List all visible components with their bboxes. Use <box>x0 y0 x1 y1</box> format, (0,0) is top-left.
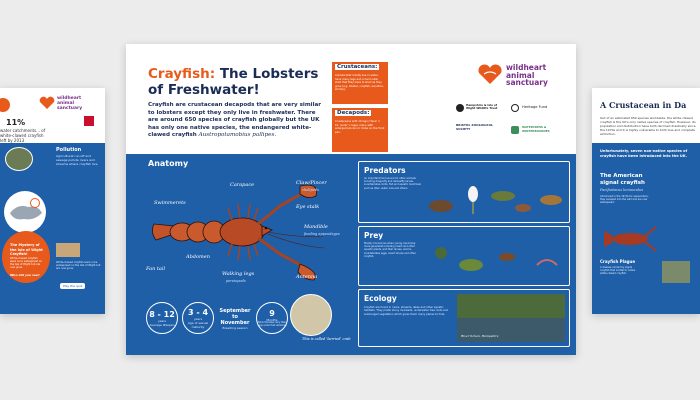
pollution-photo <box>5 147 33 171</box>
stat-lifespan-text: Average lifespan <box>149 322 175 327</box>
mystery-question: Who did you see? <box>10 273 40 277</box>
plague-photo <box>662 261 690 283</box>
label-mandible-sub: feeding appendages <box>304 232 340 236</box>
wildheart-logo <box>506 64 548 87</box>
plague-text: A disease carried by signal crayfish that is fatal to native white-clawed crayfish. <box>600 266 636 276</box>
american-title: The American signal crayfish <box>600 173 645 186</box>
predators-text: An important food source for other animals including dragonfly and damselfly larvae, invertebrates, birds, fish and aquatic mammals such as otter, water vole and others. <box>364 177 421 190</box>
decapods-box <box>332 108 388 152</box>
crayfish-photo <box>56 243 80 257</box>
title-lobsters: The Lobsters <box>219 66 319 82</box>
label-carapace: Carapace <box>230 182 255 188</box>
logo-line-2: animal <box>506 70 535 80</box>
prey-animals-icon <box>427 235 567 281</box>
crustaceans-text: Animals that mostly live in water, have many legs and a hard outer shell that they have to shed as they grow (e.g. lobster, crayfish, woodlice, shrimp). <box>335 74 384 92</box>
intro-latin: Austropotamobius pallipes. <box>198 132 277 138</box>
pollution-title: Pollution <box>56 147 82 153</box>
island-map-icon <box>4 191 46 233</box>
river-photo <box>457 294 565 342</box>
label-eyestalk: Eye stalk <box>296 204 320 210</box>
partner-heritage: Heritage Fund <box>522 105 548 109</box>
magnifier-icon <box>30 198 40 208</box>
river-water <box>457 318 565 342</box>
anatomy-title: Anatomy <box>148 159 189 168</box>
predator-animals-icon <box>427 172 567 218</box>
left-blue-section <box>0 143 105 314</box>
heritage-fund-logo-icon <box>511 104 519 112</box>
partner-wildlife-trust: Hampshire & Isle of Wight Wildlife Trust <box>466 103 498 111</box>
mystery-title: The Mystery of the Isle of Wight Crayfish! <box>10 243 43 256</box>
left-stat-text: water catchments... of white-clawed crayfish left by 2013 <box>0 128 46 143</box>
mystery-circle <box>2 231 50 283</box>
prey-text: Mostly omnivorous when young, becoming more generalist including insect and other aquatic plants, and their larvae, worms, invertebrates eggs, insect larvae and other crayfish. <box>364 242 416 258</box>
partner-logos <box>456 104 566 146</box>
wildheart-heart-icon <box>476 64 504 86</box>
prey-title: Prey <box>364 231 384 240</box>
quiz-button[interactable]: Play the quiz <box>60 283 85 289</box>
title-freshwater: of Freshwater! <box>148 82 260 98</box>
label-walking-legs: Walking legs <box>222 271 255 277</box>
watercress-logo-icon <box>511 126 519 134</box>
stat-maturity-unit: years <box>193 316 203 321</box>
stat-maturity-text: Age of sexual maturity <box>187 320 209 329</box>
label-fantail: Fan tail <box>146 266 166 272</box>
label-antenna: Antenna <box>296 274 318 280</box>
crustaceans-title: Crustaceans: <box>337 64 378 70</box>
left-crayfish-caption: White-clawed crayfish were once widespread on the Isle of Wight but are now gone. <box>56 261 101 270</box>
stat-breeding-text: Breeding season <box>222 326 248 330</box>
logo-line-3: sanctuary <box>506 78 548 87</box>
stat-lifespan-unit: years <box>157 318 167 323</box>
intro-p2: There are around 650 species of crayfish globally but the UK has only one native species, the endangered white-clawed crayfish <box>148 109 320 138</box>
stat-breeding-num: September to November <box>219 308 251 326</box>
left-stat: 11% <box>6 118 26 127</box>
partner-watercress: WATERCRESS & WINTERBOURNES <box>522 125 550 133</box>
label-swimmerets: Swimmerets <box>154 200 186 206</box>
right-unfortunately: Unfortunately, seven non-native species of crayfish have been introduced into the UK. <box>600 149 688 158</box>
stat-lifespan-num: 8 - 12 <box>149 309 175 319</box>
river-photo-caption: River Itchen, Hampshire <box>461 334 499 338</box>
predators-box <box>358 161 570 223</box>
heart-logo-icon <box>38 96 56 110</box>
berried-note: This is called 'berried' crab <box>302 337 351 341</box>
right-title: A Crustacean in Da <box>600 100 687 110</box>
prey-box <box>358 226 570 286</box>
wildlife-trust-logo-icon <box>456 104 464 112</box>
left-partner-logo <box>84 116 94 126</box>
predators-title: Predators <box>364 166 406 175</box>
right-panel <box>592 88 700 314</box>
partner-bristol: BRISTOL ZOOLOGICAL SOCIETY <box>456 123 494 131</box>
label-claw-sub: chelipeds <box>302 188 319 192</box>
decapods-title: Decapods: <box>337 110 370 116</box>
label-claw: Claw/Pincer <box>296 180 327 186</box>
isle-of-wight-map <box>4 191 46 233</box>
plague-title: Crayfish Plague <box>600 259 636 264</box>
stat-eggs-num: 9 <box>269 308 275 318</box>
right-blue-section <box>592 143 700 314</box>
right-intro: Out of an estimated 650 species worldwide, the white-clawed crayfish is the UK's only native species of crayfish. However, its population and distribution have both declined drastically since the 1970s and it is highly vulnerable to both loss and complete extinction. <box>600 116 696 136</box>
crustaceans-box <box>332 62 388 104</box>
main-title <box>148 66 318 98</box>
american-text: Introduced in the 1970s for aquaculture, they escaped into the wild and are now widespread. <box>600 195 649 205</box>
left-logo-text: wildheart animal sanctuary <box>57 96 83 111</box>
intro-text <box>148 102 324 140</box>
logo-line-1: wildheart <box>506 63 547 72</box>
main-panel <box>126 44 576 355</box>
stat-maturity <box>182 302 214 334</box>
crayfish-illustration <box>148 176 324 286</box>
signal-crayfish-icon <box>600 223 660 255</box>
label-walking-sub: pereiopods <box>226 279 246 283</box>
intro-p1: Crayfish are crustacean decapods that are very similar to lobsters except they only live in freshwater. <box>148 102 322 116</box>
stat-breeding <box>218 308 252 330</box>
stat-maturity-num: 3 - 4 <box>187 307 209 317</box>
stat-eggs-text: Period females carry their eggs under their abdomen <box>257 320 287 327</box>
title-crayfish: Crayfish: <box>148 66 216 82</box>
mystery-text: White-clawed crayfish were once widespread on the Isle of Wight but are now gone. <box>10 257 43 269</box>
stat-lifespan <box>146 302 178 334</box>
label-mandible: Mandible <box>304 224 328 230</box>
left-header <box>0 88 105 143</box>
left-panel <box>0 88 105 314</box>
label-abdomen: Abdomen <box>186 254 210 260</box>
left-logo-badge <box>0 98 10 112</box>
stat-eggs <box>256 302 288 334</box>
ecology-box <box>358 289 570 347</box>
berried-crayfish-photo <box>290 294 332 336</box>
pollution-text: Agricultural run-off and sewage pollute rivers and streams where crayfish live. <box>56 154 99 166</box>
american-latin: Pacifastacus leniusculus <box>600 188 644 192</box>
ecology-text: Crayfish are found in rivers, streams, lakes and other aquatic habitats. They prefer stony riverbeds, underwater tree roots and submerged vegetation which gives them many places to hide. <box>364 306 448 316</box>
stat-eggs-unit: Months <box>266 317 278 322</box>
main-blue-section <box>126 154 576 355</box>
ecology-title: Ecology <box>364 294 397 303</box>
decapods-text: Crustaceans with 10 legs ('deca' = 10, 'pods' = legs), many with enlarged pincers or claws on the front pair. <box>335 120 385 134</box>
